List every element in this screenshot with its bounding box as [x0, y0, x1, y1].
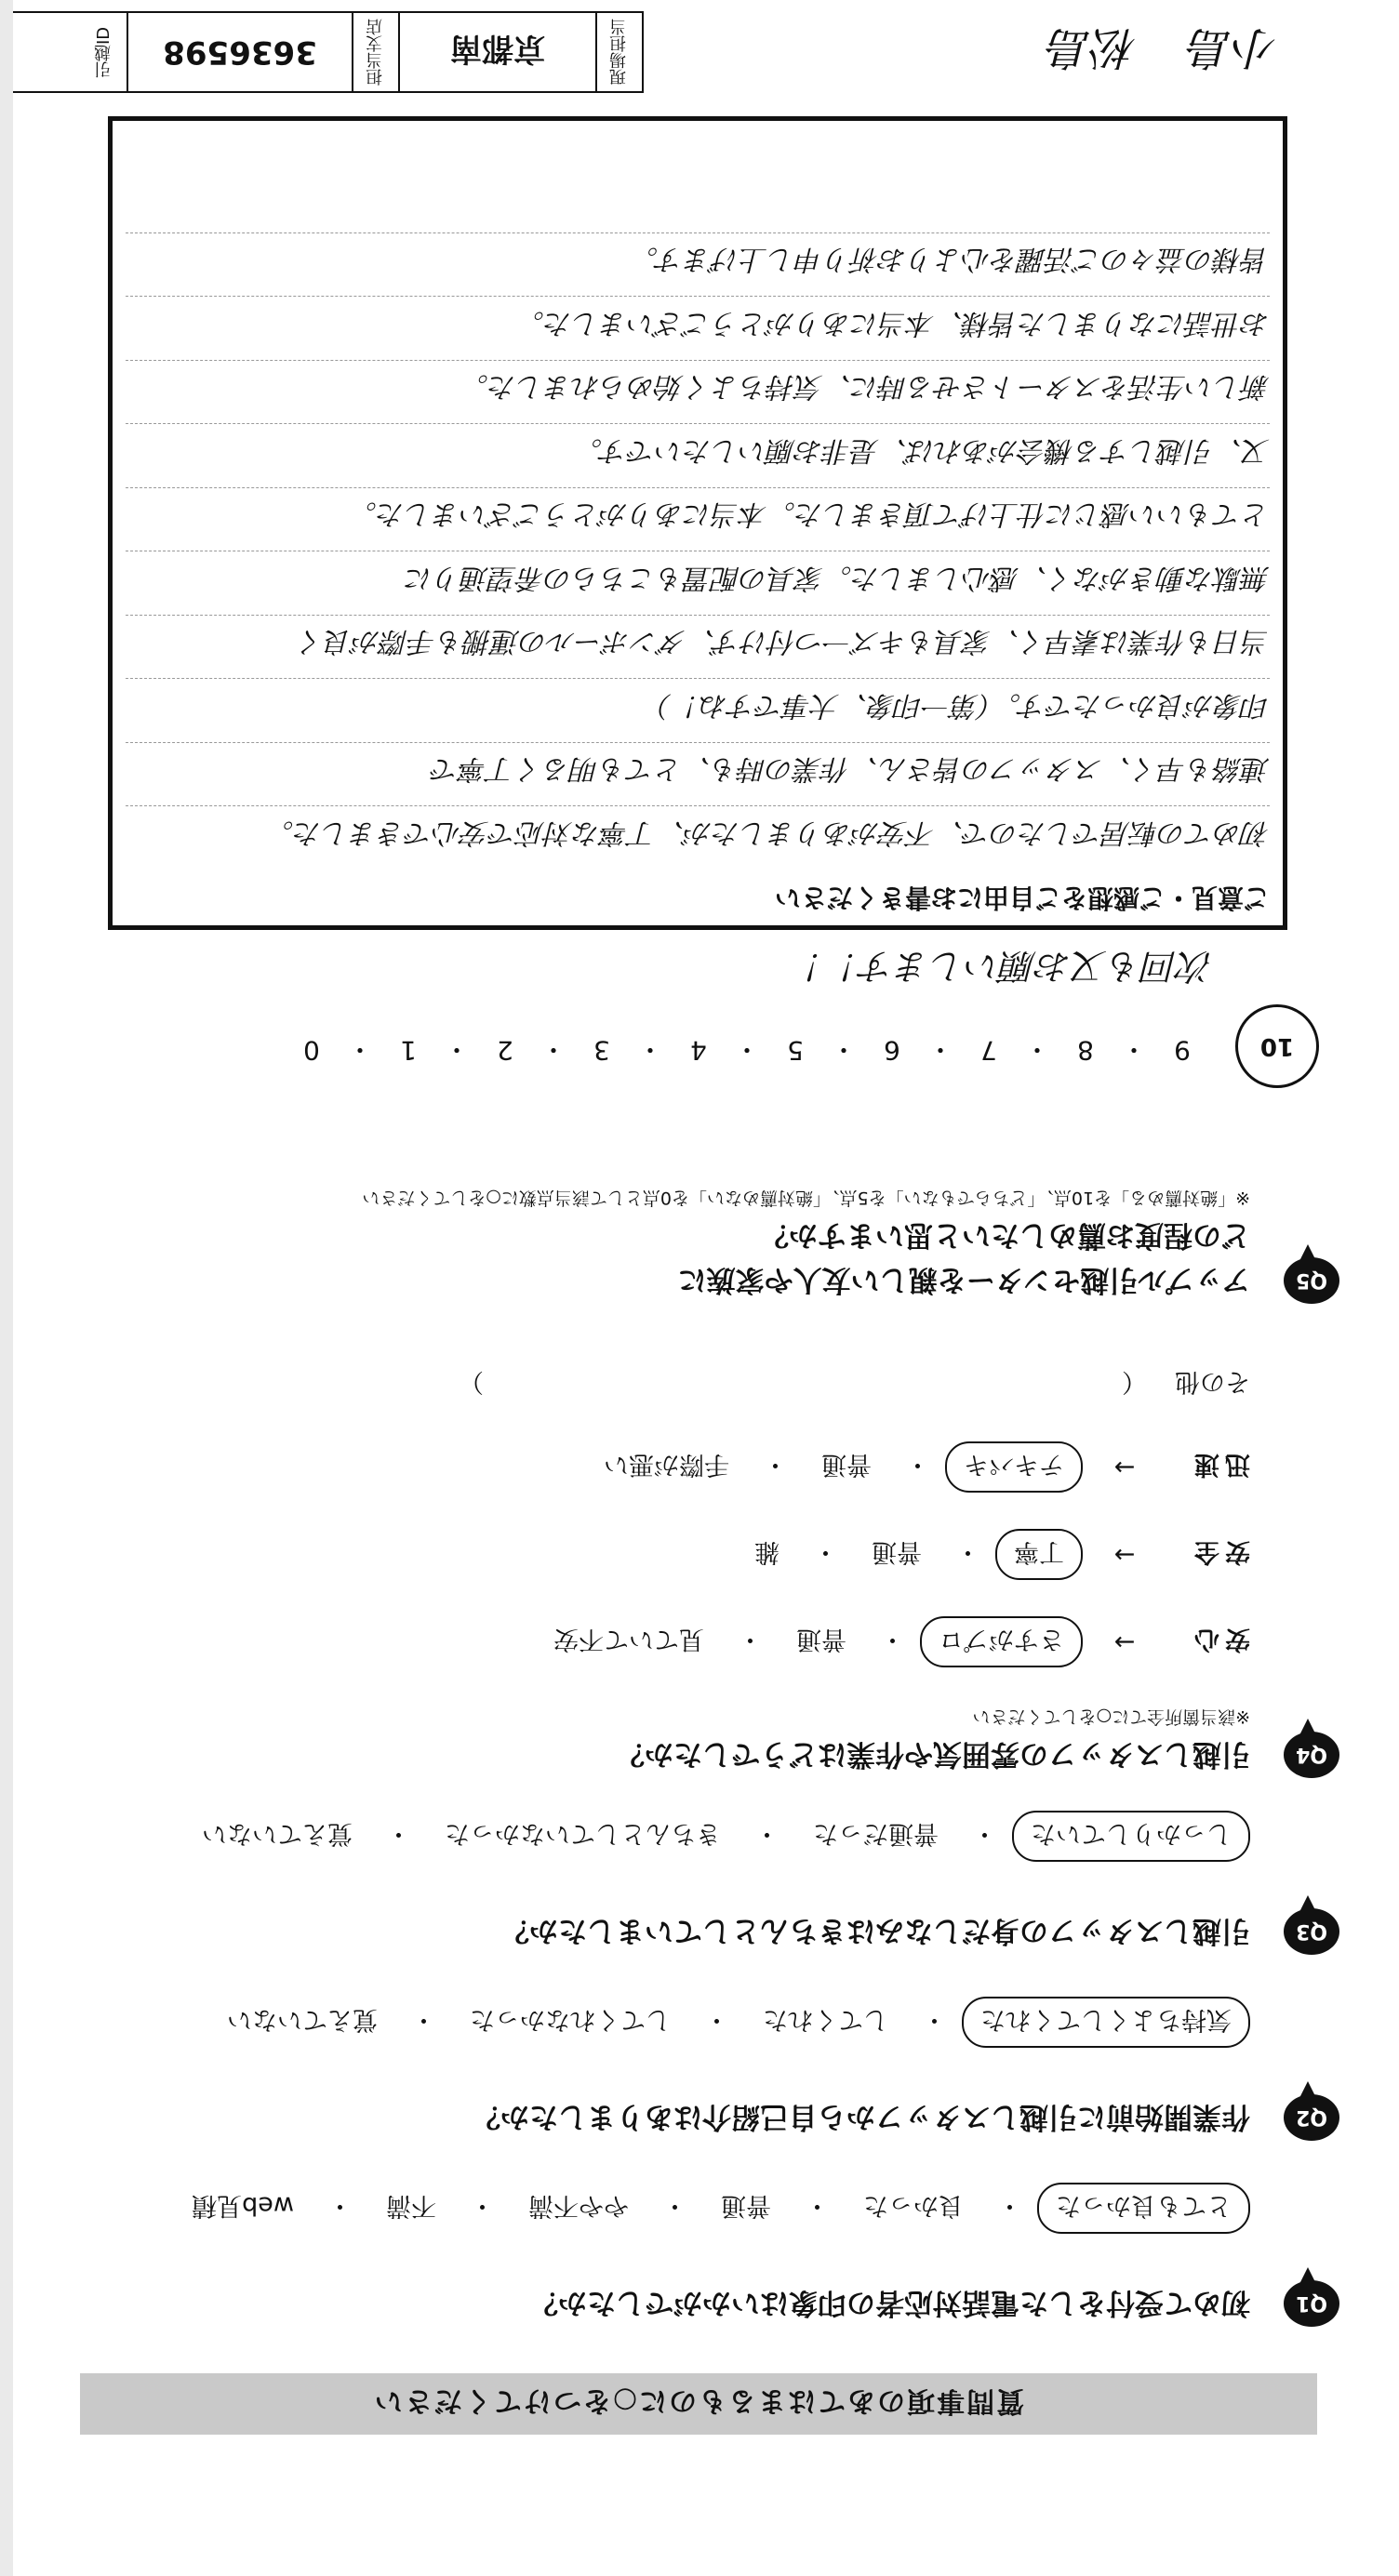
question-1	[186, 2191, 1328, 2325]
q1-options: とても良かった ・ 良かった ・ 普通 ・ やや不満 ・ 不満 ・ web見積	[173, 2183, 1250, 2234]
q5-scale	[73, 995, 1319, 1088]
staff-label: 現場担当	[595, 13, 642, 91]
q4-badge: Q4	[1284, 1732, 1339, 1778]
q1-option-1[interactable]: とても良かった	[1037, 2183, 1250, 2234]
q4-row2-option-2[interactable]: 普通	[872, 1537, 922, 1567]
branch-value: 京都南	[398, 13, 595, 91]
q5-score-6[interactable]: 6	[884, 1035, 900, 1067]
question-3	[186, 1819, 1328, 1953]
q4-other-field[interactable]: （ ）	[459, 1367, 1147, 1396]
q4-row-label: 安心	[1189, 1625, 1250, 1654]
q2-option-1[interactable]: 気持ちよくしてくれた	[962, 1997, 1250, 2048]
arrow-icon: →	[1113, 1540, 1136, 1570]
staff-name-2: 松島	[1047, 21, 1138, 73]
q3-options: しっかりしていた ・ 普通だった ・ きちんとしていなかった ・ 覚えていない	[183, 1811, 1250, 1862]
q4-row-label: 安全	[1189, 1537, 1250, 1567]
comment-title: ご意見・ご感想をご自由にお書きください	[774, 883, 1270, 913]
footer-table	[7, 11, 644, 93]
q5-score-1[interactable]: 1	[400, 1035, 417, 1067]
q4-row3-option-1[interactable]: テキパキ	[945, 1442, 1083, 1494]
q4-row-anzen: 安全 → 丁寧 ・ 普通 ・ 雑	[459, 1533, 1250, 1577]
q3-option-1[interactable]: しっかりしていた	[1012, 1811, 1250, 1862]
arrow-icon: →	[1113, 1453, 1136, 1482]
question-2	[186, 2005, 1328, 2139]
instruction-text: 質問事項のあてはまるものに○をつけてください	[372, 2384, 1025, 2417]
q4-other	[459, 1358, 1250, 1402]
branch-label: 担当支店	[352, 13, 398, 91]
q3-option-2[interactable]: 普通だった	[813, 1819, 939, 1848]
q1-option-6[interactable]: web見積	[192, 2191, 294, 2220]
comment-box[interactable]	[108, 116, 1287, 930]
q4-row3-option-2[interactable]: 普通	[821, 1450, 872, 1480]
q4-row-jinsoku: 迅速 → テキパキ ・ 普通 ・ 手際が悪い	[459, 1445, 1250, 1490]
scan-edge	[0, 0, 13, 2576]
comment-line: 当日も作業は素早く、家具もキズ一つ付けず、ダンボールの運搬も手際が良く	[126, 615, 1270, 679]
id-label: 引越ID	[94, 26, 113, 78]
comment-line: お世話になりました皆様、本当にありがとうございました。	[126, 297, 1270, 361]
q5-note: ※「絶対薦める」を10点、「どちらでもない」を5点、「絶対薦めない」を0点として該当点数に○をしてください	[362, 1188, 1250, 1208]
q5-text-line1: アップル引越センターを親しい友人や家族に	[677, 1263, 1250, 1296]
q4-row2-option-1[interactable]: 丁寧	[995, 1530, 1083, 1581]
q4-note: ※該当箇所全てに○をしてください	[972, 1706, 1250, 1727]
staff-name-1: 小島	[1188, 21, 1278, 73]
q1-option-2[interactable]: 良かった	[863, 2191, 964, 2220]
q3-option-4[interactable]: 覚えていない	[202, 1819, 353, 1848]
q2-badge: Q2	[1284, 2094, 1339, 2141]
arrow-icon: →	[1113, 1627, 1136, 1657]
q4-text: 引越しスタッフの雰囲気や作業はどうでしたか？	[616, 1737, 1250, 1771]
q5-score-0[interactable]: 0	[303, 1035, 320, 1067]
comment-line: 連絡も早く、スタッフの皆さん、作業の時も、とても明るく丁寧で	[126, 742, 1270, 806]
q4-row1-option-1[interactable]: さすがプロ	[920, 1617, 1083, 1668]
q5-score-9[interactable]: 9	[1174, 1035, 1191, 1067]
q5-badge: Q5	[1284, 1257, 1339, 1304]
q5-scale-row: 9 ・ 8 ・ 7 ・ 6 ・ 5 ・ 4 ・ 3 ・ 2 ・ 1 ・ 0	[296, 1032, 1198, 1069]
q4-row1-option-3[interactable]: 見ていて不安	[553, 1625, 704, 1654]
q5-score-3[interactable]: 3	[593, 1035, 610, 1067]
q3-option-3[interactable]: きちんとしていなかった	[445, 1819, 721, 1848]
q5-score-4[interactable]: 4	[690, 1035, 707, 1067]
q1-option-3[interactable]: 普通	[721, 2191, 771, 2220]
comment-line: 印象が良かったです。（第一印象、大事ですね！）	[126, 679, 1270, 743]
q4-row-label: 迅速	[1189, 1450, 1250, 1480]
q5-text-line2: どの程度お薦めしたいと思いますか？	[760, 1218, 1250, 1252]
comment-line: とてもいい感じに仕上げて頂きました。本当にありがとうございました。	[126, 487, 1270, 551]
q4-row-anshin: 安心 → さすがプロ ・ 普通 ・ 見ていて不安	[459, 1620, 1250, 1665]
q2-option-3[interactable]: してくれなかった	[470, 2005, 671, 2034]
q1-badge: Q1	[1284, 2280, 1339, 2327]
q1-option-4[interactable]: やや不満	[528, 2191, 629, 2220]
q2-option-4[interactable]: 覚えていない	[227, 2005, 378, 2034]
q4-row1-option-2[interactable]: 普通	[796, 1625, 846, 1654]
question-4	[186, 1367, 1328, 1776]
q3-text: 引越しスタッフの身だしなみはきちんとしていましたか？	[500, 1914, 1250, 1947]
question-5	[186, 1185, 1328, 1302]
instruction-banner	[80, 2373, 1317, 2435]
comment-line: 新しい生活をスタートさせる時に、気持ちよく始められました。	[126, 360, 1270, 424]
comment-lines	[126, 232, 1270, 870]
id-value: 3636598	[127, 13, 352, 91]
q1-text: 初めて受付をした電話対応者の印象はいかがでしたか？	[529, 2286, 1250, 2319]
q5-score-5[interactable]: 5	[787, 1035, 804, 1067]
q1-option-5[interactable]: 不満	[386, 2191, 436, 2220]
q4-other-label: その他	[1175, 1367, 1250, 1396]
q4-row2-option-3[interactable]: 雑	[754, 1537, 779, 1567]
comment-line: 初めての転居でしたので、不安がありましたが、丁寧な対応で安心できました。	[126, 806, 1270, 870]
comment-line: 皆様の益々のご活躍を心よりお祈り申し上げます。	[126, 232, 1270, 297]
comment-line: 又、引越しする機会があれば、是非お願いしたいです。	[126, 424, 1270, 488]
handwritten-note: 次回も又お願いします！！	[788, 946, 1213, 987]
q2-options: 気持ちよくしてくれた ・ してくれた ・ してくれなかった ・ 覚えていない	[208, 1997, 1250, 2048]
q4-row3-option-3[interactable]: 手際が悪い	[604, 1450, 729, 1480]
q2-text: 作業開始前に引越しスタッフから自己紹介はありましたか？	[472, 2100, 1250, 2133]
comment-line: 無駄な動きがなく、感心しました。家具の配置もこちらの希望通りに	[126, 551, 1270, 616]
q3-badge: Q3	[1284, 1908, 1339, 1955]
q2-option-2[interactable]: してくれた	[763, 2005, 888, 2034]
staff-names-handwritten	[1048, 20, 1278, 84]
q5-score-7[interactable]: 7	[980, 1035, 997, 1067]
q4-rows	[459, 1358, 1250, 1665]
q5-score-10-selected[interactable]: 10	[1235, 1004, 1319, 1088]
q5-score-8[interactable]: 8	[1077, 1035, 1094, 1067]
q5-score-2[interactable]: 2	[497, 1035, 513, 1067]
